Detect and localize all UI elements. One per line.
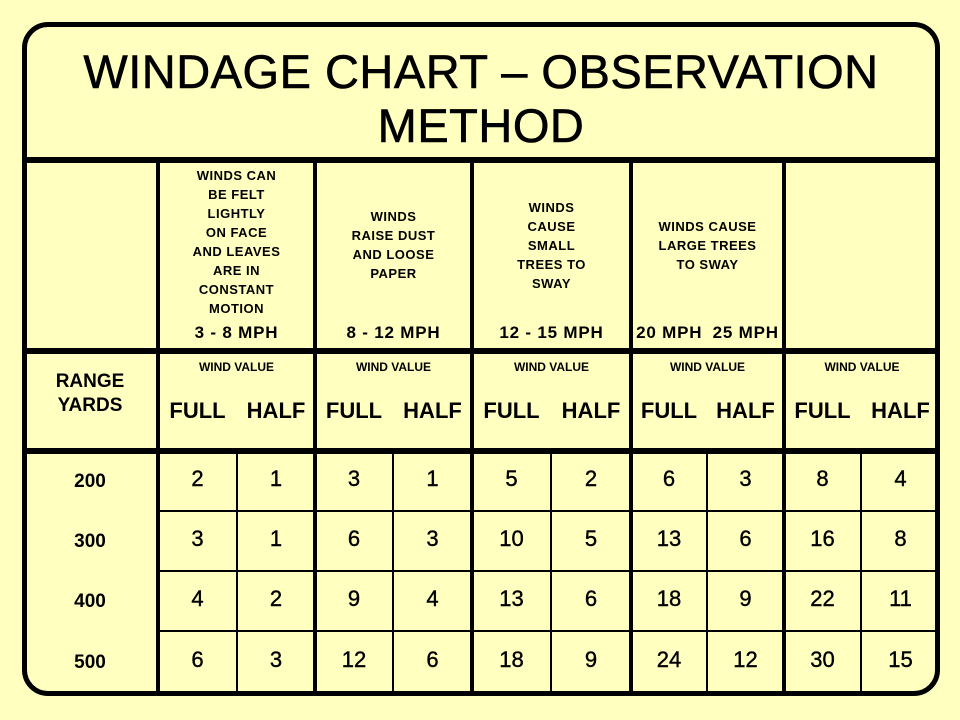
wind-value-cell: 18 <box>499 647 524 672</box>
wind-value-label: WIND VALUE <box>824 360 900 374</box>
wind-value-cell: 5 <box>584 526 598 551</box>
column-header-full: FULL <box>325 398 383 423</box>
wind-description-line: TO SWAY <box>676 256 739 272</box>
wind-description-line: WINDS CAUSE <box>658 218 757 234</box>
wind-speed-label: 20 MPH <box>636 323 703 342</box>
wind-value-cell: 30 <box>810 647 835 672</box>
wind-value-cell: 2 <box>269 586 283 611</box>
wind-value-cell: 3 <box>739 466 752 491</box>
range-value: 500 <box>74 652 106 673</box>
column-header-full: FULL <box>483 398 540 423</box>
wind-value-cell: 2 <box>584 466 598 491</box>
chart-title: WINDAGE CHART – OBSERVATION METHOD <box>83 45 879 152</box>
wind-value-label: WIND VALUE <box>669 360 746 374</box>
wind-value-cell: 3 <box>269 647 283 672</box>
wind-description-line: AND LEAVES <box>192 244 281 259</box>
wind-description-line: WINDS <box>370 209 417 224</box>
wind-value-cell: 18 <box>656 586 682 611</box>
wind-value-cell: 6 <box>426 647 439 672</box>
wind-value-label: WIND VALUE <box>355 360 432 374</box>
range-yards-header-line: YARDS <box>57 395 123 416</box>
wind-speed-label: 3 - 8 MPH <box>194 323 279 342</box>
row-divider <box>158 570 940 572</box>
wind-value-cell: 11 <box>889 586 912 611</box>
range-yards-header <box>22 370 158 418</box>
wind-description-line: PAPER <box>370 266 417 281</box>
range-value: 300 <box>74 531 106 552</box>
wind-description-line: MOTION <box>209 301 264 316</box>
wind-value-cell: 9 <box>739 586 752 611</box>
wind-value-cell: 2 <box>191 466 204 491</box>
wind-value-cell: 9 <box>584 647 598 672</box>
wind-value-label: WIND VALUE <box>513 360 590 374</box>
range-yards-header-line: RANGE <box>55 371 125 392</box>
wind-value-cell: 1 <box>426 466 439 491</box>
wind-description-line: BE FELT <box>208 187 265 202</box>
column-header-full: FULL <box>794 398 851 423</box>
wind-value-cell: 13 <box>656 526 682 551</box>
wind-description-line: AND LOOSE <box>352 247 435 262</box>
wind-value-cell: 1 <box>269 466 283 491</box>
column-header-half: HALF <box>871 398 930 423</box>
wind-value-cell: 1 <box>269 526 283 551</box>
wind-description-line: ARE IN <box>212 263 261 278</box>
column-header-half: HALF <box>561 398 621 423</box>
range-value: 200 <box>74 471 106 492</box>
wind-description-line: WINDS <box>528 199 575 215</box>
column-header-full: FULL <box>169 398 226 423</box>
wind-speed-label: 25 MPH <box>712 323 779 342</box>
wind-value-cell: 12 <box>733 647 758 672</box>
wind-value-cell: 16 <box>810 526 835 551</box>
wind-value-cell: 15 <box>888 647 913 672</box>
column-header-full: FULL <box>640 398 698 423</box>
wind-description-line: SMALL <box>527 237 576 253</box>
range-value: 400 <box>74 591 106 612</box>
wind-value-cell: 8 <box>816 466 829 491</box>
wind-value-cell: 4 <box>191 586 204 611</box>
wind-value-cell: 4 <box>894 466 907 491</box>
wind-value-cell: 24 <box>656 647 682 672</box>
wind-value-cell: 5 <box>505 466 518 491</box>
wind-value-cell: 22 <box>810 586 835 611</box>
wind-description-line: LIGHTLY <box>207 206 266 221</box>
wind-value-cell: 9 <box>347 586 361 611</box>
wind-value-cell: 6 <box>347 526 361 551</box>
wind-description-line: CONSTANT <box>198 282 275 297</box>
wind-value-cell: 12 <box>341 647 367 672</box>
wind-description-line: LARGE TREES <box>658 237 757 253</box>
wind-value-cell: 3 <box>191 526 204 551</box>
wind-speed-label: 12 - 15 MPH <box>499 323 604 342</box>
wind-value-cell: 6 <box>191 647 204 672</box>
wind-description-line: ON FACE <box>205 225 268 240</box>
row-divider <box>158 510 940 512</box>
wind-description-line: SWAY <box>531 275 572 291</box>
wind-value-cell: 10 <box>499 526 524 551</box>
wind-value-cell: 6 <box>584 586 598 611</box>
wind-value-cell: 3 <box>426 526 439 551</box>
row-divider <box>158 630 940 632</box>
wind-speed-label: 8 - 12 MPH <box>346 323 441 342</box>
wind-description-line: WINDS CAN <box>196 168 277 183</box>
wind-description-line: TREES TO <box>517 256 586 272</box>
wind-value-cell: 6 <box>739 526 752 551</box>
wind-value-label: WIND VALUE <box>198 360 275 374</box>
wind-description-line: CAUSE <box>527 218 576 234</box>
column-header-half: HALF <box>716 398 775 423</box>
column-header-half: HALF <box>403 398 462 423</box>
wind-value-cell: 8 <box>894 526 907 551</box>
wind-description-line: RAISE DUST <box>351 228 436 243</box>
wind-value-cell: 3 <box>347 466 361 491</box>
column-header-half: HALF <box>246 398 306 423</box>
windage-chart-frame <box>22 22 940 696</box>
wind-value-cell: 6 <box>662 466 676 491</box>
wind-value-cell: 4 <box>426 586 439 611</box>
wind-value-cell: 13 <box>499 586 524 611</box>
